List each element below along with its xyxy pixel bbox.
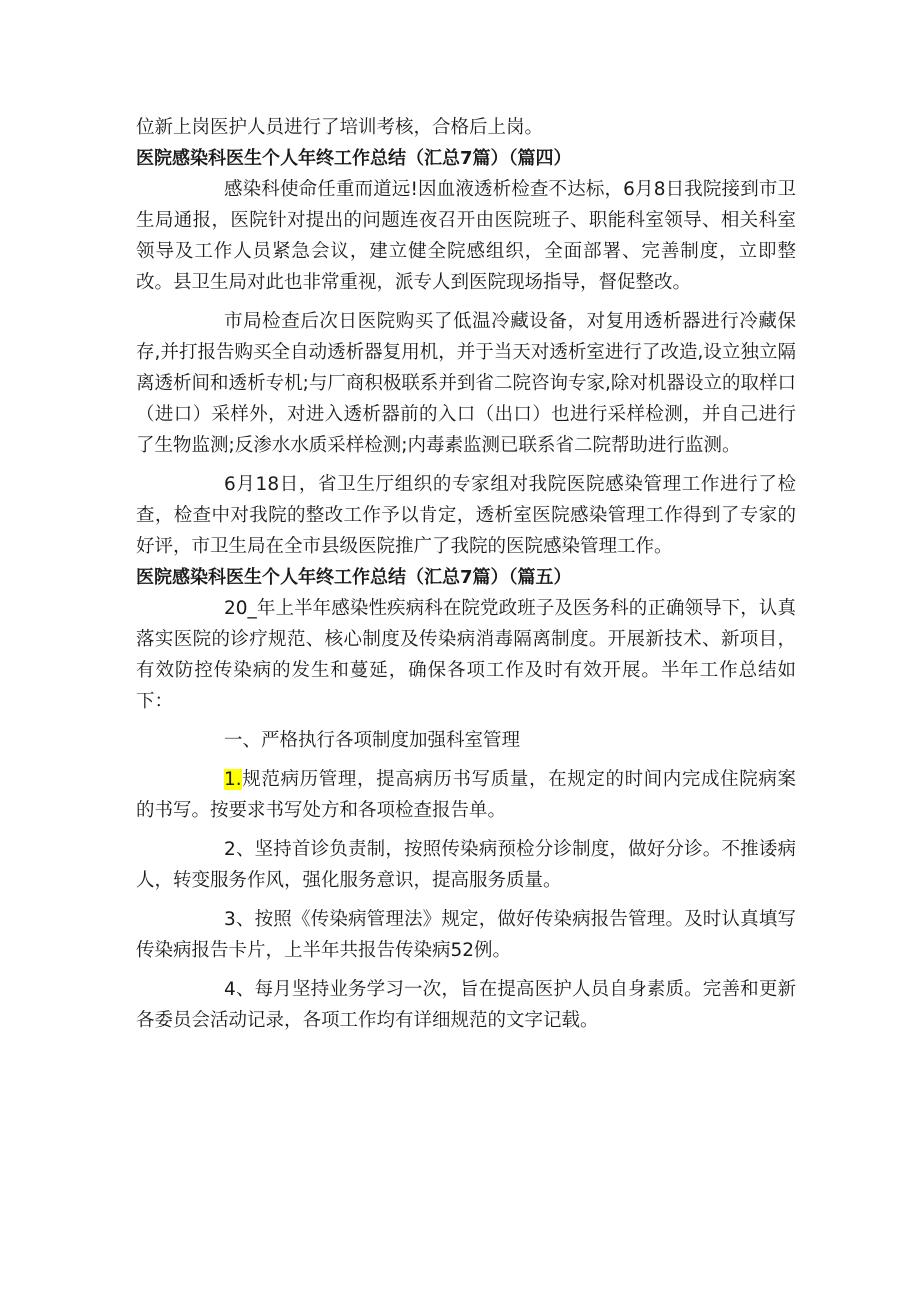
list-item-3: 3、按照《传染病管理法》规定，做好传染病报告管理。及时认真填写传染病报告卡片，上半年共报告传染病52例。 — [136, 909, 796, 961]
list-item-1-text: 规范病历管理，提高病历书写质量，在规定的时间内完成住院病案的书写。按要求书写处方和各项检查报告单。 — [136, 769, 796, 821]
list-item-2: 2、坚持首诊负责制，按照传染病预检分诊制度，做好分诊。不推诿病人，转变服务作风，强化服务意识，提高服务质量。 — [136, 839, 796, 891]
list-item-4: 4、每月坚持业务学习一次，旨在提高医护人员自身素质。完善和更新各委员会活动记录，各项工作均有详细规范的文字记载。 — [136, 979, 796, 1031]
section-heading-part5: 医院感染科医生个人年终工作总结（汇总7篇）（篇五） — [136, 567, 572, 588]
paragraph-half-year-intro: 20_年上半年感染性疾病科在院党政班子及医务科的正确领导下，认真落实医院的诊疗规范、核心制度及传染病消毒隔离制度。开展新技术、新项目，有效防控传染病的发生和蔓延，确保各项工作及时有效开展。半年工作总结如下： — [136, 598, 796, 712]
paragraph-infection-mission: 感染科使命任重而道远!因血液透析检查不达标，6月8日我院接到市卫生局通报，医院针对提出的问题连夜召开由医院班子、职能科室领导、相关科室领导及工作人员紧急会议，建立健全院感组织，全面部署、完善制度，立即整改。县卫生局对此也非常重视，派专人到医院现场指导，督促整改。 — [136, 179, 796, 293]
paragraph-continuation: 位新上岗医护人员进行了培训考核，合格后上岗。 — [136, 117, 544, 138]
paragraph-expert-inspection: 6月18日，省卫生厅组织的专家组对我院医院感染管理工作进行了检查，检查中对我院的整改工作予以肯定，透析室医院感染管理工作得到了专家的好评，市卫生局在全市县级医院推广了我院的医院感染管理工作。 — [136, 474, 796, 557]
highlighted-number: 1. — [224, 769, 242, 790]
subheading-strict-rules: 一、严格执行各项制度加强科室管理 — [224, 730, 521, 751]
list-item-1 — [136, 764, 796, 826]
document-body — [136, 112, 796, 1036]
paragraph-rectification-measures: 市局检查后次日医院购买了低温冷藏设备，对复用透析器进行冷藏保存,并打报告购买全自动透析器复用机，并于当天对透析室进行了改造,设立独立隔离透析间和透析专机;与厂商积极联系并到省二院咨询专家,除对机器设立的取样口（进口）采样外，对进入透析器前的入口（出口）也进行采样检测，并自己进行了生物监测;反渗水水质采样检测;内毒素监测已联系省二院帮助进行监测。 — [136, 311, 796, 456]
section-heading-part4: 医院感染科医生个人年终工作总结（汇总7篇）（篇四） — [136, 148, 572, 169]
